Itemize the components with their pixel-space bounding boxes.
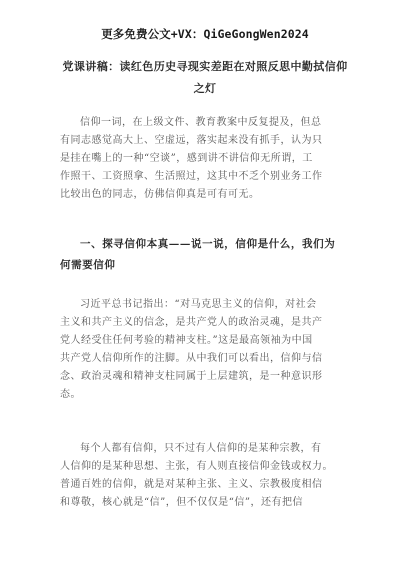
paragraph-line: 信仰一词，在上级文件、教育教案中反复提及，但总 <box>80 117 322 128</box>
paragraph-line: 作照干、工资照拿、生活照过，这其中不乏个别业务工作 <box>60 171 323 182</box>
title-line: 党课讲稿：读红色历史寻现实差距在对照反思中勤拭信仰 <box>62 60 348 73</box>
paragraph-line: 主义和共产主义的信念，是共产党人的政治灵魂，是共产 <box>60 317 323 328</box>
heading-line: 何需要信仰 <box>60 259 116 271</box>
paragraph-line: 共产党人信仰所作的注脚。从中我们可以看出，信仰与信 <box>60 353 323 364</box>
title-line: 之灯 <box>193 82 217 95</box>
paragraph-line: 念、政治灵魂和精神支柱同属于上层建筑，是一种意识形 <box>60 371 323 382</box>
paragraph-line: 有同志感觉高大上、空虚远，落实起来没有抓手，认为只 <box>60 135 323 146</box>
heading-line: 一、探寻信仰本真——说一说，信仰是什么，我们为 <box>80 238 336 250</box>
paragraph-line: 人信仰的是某种思想、主张，有人则直接信仰金钱或权力。 <box>60 461 333 472</box>
paragraph-belief <box>60 440 352 512</box>
paragraph-line: 党人经受住任何考验的精神支柱。”这是最高领袖为中国 <box>60 335 313 346</box>
paragraph-line: 普通百姓的信仰，就是对某种主张、主义、宗教极度相信 <box>60 479 323 490</box>
paragraph-intro <box>60 114 352 204</box>
paragraph-line: 比较出色的同志，仿佛信仰真是可有可无。 <box>60 189 260 200</box>
document-title <box>60 56 350 100</box>
paragraph-quote <box>60 296 352 404</box>
paragraph-line: 每个人都有信仰，只不过有人信仰的是某种宗教，有 <box>80 443 322 454</box>
paragraph-line: 习近平总书记指出：“对马克思主义的信仰，对社会 <box>80 299 317 310</box>
section-heading <box>60 234 352 276</box>
page-header: 更多免费公文+VX：QiGeGongWen2024 <box>101 27 309 41</box>
paragraph-line: 是挂在嘴上的一种“空谈”，感到讲不讲信仰无所谓，工 <box>60 153 313 164</box>
paragraph-line: 和尊敬，核心就是“信”，但不仅仅是“信”，还有把信 <box>60 497 303 508</box>
paragraph-line: 态。 <box>60 389 81 400</box>
